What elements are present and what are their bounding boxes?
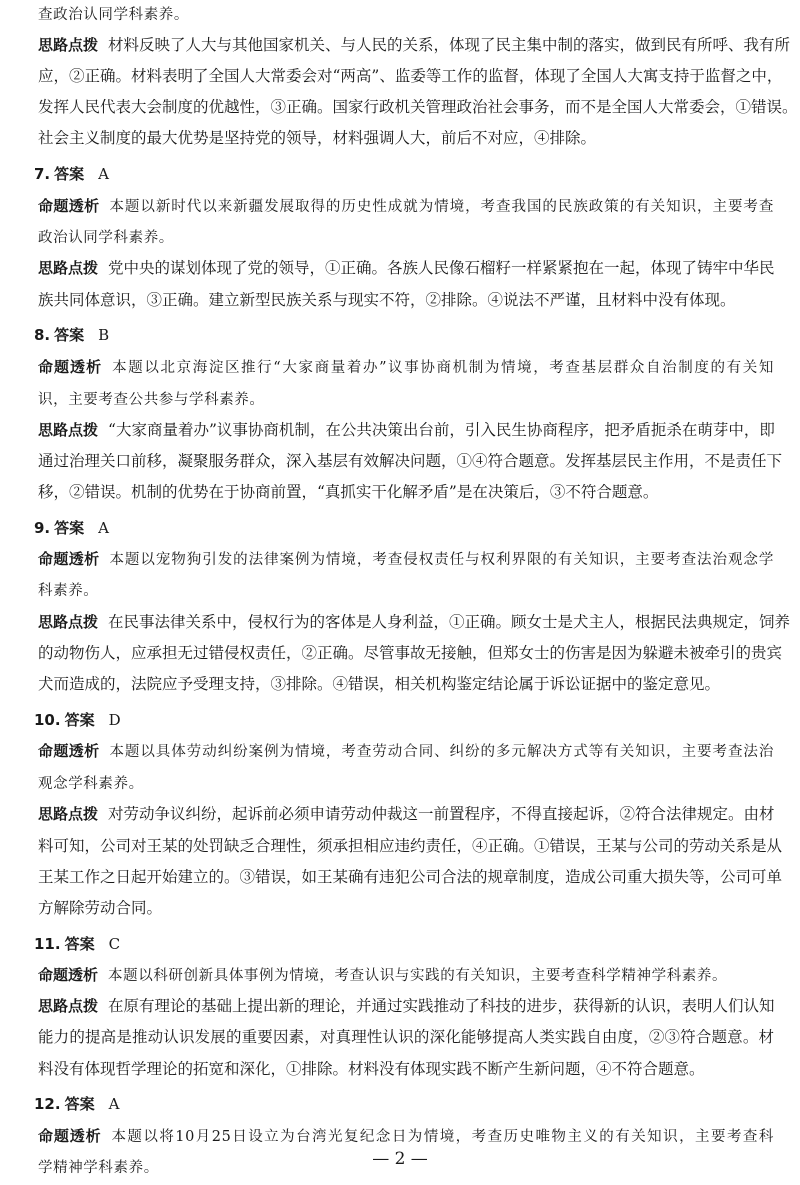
text-line	[38, 867, 783, 887]
body-text: 料可知，公司对王某的处罚缺乏合理性，须承担相应违约责任，④正确。①错误，王某与公司的劳动关系是从	[38, 837, 783, 855]
body-text: 学精神学科素养。	[38, 1160, 159, 1176]
body-text: 本题以新时代以来新疆发展取得的历史性成就为情境，考查我国的民族政策的有关知识，主要考查	[109, 199, 774, 215]
question-number: 7.	[34, 165, 51, 183]
body-text: 查政治认同学科素养。	[38, 7, 189, 23]
section-label: 思路点拨	[38, 997, 99, 1015]
analysis-line	[38, 549, 774, 570]
answer-label: 答案	[54, 326, 85, 344]
body-text: 对劳动争议纠纷，起诉前必须申请劳动仲裁这一前置程序，不得直接起诉，②符合法律规定。由材	[108, 805, 775, 823]
analysis-line	[38, 357, 774, 378]
body-text: 料没有体现哲学理论的拓宽和深化，①排除。材料没有体现实践不断产生新问题，④不符合题意。	[38, 1060, 705, 1078]
body-text: 方解除劳动合同。	[38, 899, 163, 917]
body-text: 本题以北京海淀区推行“大家商量着办”议事协商机制为情境，考查基层群众自治制度的有关知	[112, 360, 774, 376]
question-number: 8.	[34, 326, 51, 344]
answer-choice: A	[98, 519, 109, 537]
answer-choice: B	[98, 326, 110, 344]
body-text: 材料反映了人大与其他国家机关、与人民的关系，体现了民主集中制的落实，做到民有所呼、我有所	[108, 36, 791, 54]
answer-choice: D	[108, 711, 121, 729]
text-line	[38, 643, 783, 663]
body-text: 科素养。	[38, 583, 99, 599]
section-label: 命题透析	[38, 550, 100, 568]
body-text: 本题以将10月25日设立为台湾光复纪念日为情境，考查历史唯物主义的有关知识，主要考查科	[111, 1129, 774, 1145]
section-label: 命题透析	[38, 358, 103, 376]
body-text: 在原有理论的基础上提出新的理论，并通过实践推动了科技的进步，获得新的认识，表明人们认知	[108, 997, 775, 1015]
reasoning-line	[38, 35, 791, 55]
section-label: 思路点拨	[38, 421, 99, 439]
section-label: 思路点拨	[38, 613, 99, 631]
text-line	[38, 1059, 774, 1079]
reasoning-line	[38, 612, 791, 632]
text-line	[38, 128, 774, 148]
answer-label: 答案	[54, 165, 85, 183]
body-text: 移，②错误。机制的优势在于协商前置，“真抓实干化解矛盾”是在决策后，③不符合题意。	[38, 483, 659, 501]
body-text: 族共同体意识，③正确。建立新型民族关系与现实不符，②排除。④说法不严谨，且材料中没有体现。	[38, 291, 736, 309]
section-label: 命题透析	[38, 1127, 102, 1145]
text-line	[38, 97, 798, 117]
answer-choice: A	[108, 1095, 120, 1113]
body-text: 政治认同学科素养。	[38, 230, 174, 246]
body-text: 观念学科素养。	[38, 776, 144, 792]
question-number: 10.	[34, 711, 61, 729]
question-number: 11.	[34, 935, 61, 953]
analysis-line	[38, 965, 774, 986]
question-number: 9.	[34, 519, 51, 537]
body-text: 本题以具体劳动纠纷案例为情境，考查劳动合同、纠纷的多元解决方式等有关知识，主要考查法治	[109, 744, 774, 760]
section-label: 思路点拨	[38, 805, 99, 823]
text-line	[38, 674, 774, 694]
question-number: 12.	[34, 1095, 61, 1113]
reasoning-line	[38, 996, 774, 1016]
body-text: 识，主要考查公共参与学科素养。	[38, 392, 265, 408]
body-text: 在民事法律关系中，侵权行为的客体是人身利益，①正确。顾女士是犬主人，根据民法典规定，饲养	[108, 613, 791, 631]
text-line	[38, 898, 774, 918]
section-label: 思路点拨	[38, 36, 99, 54]
text-line	[38, 66, 783, 86]
answer-label: 答案	[64, 711, 95, 729]
body-text: 犬而造成的，法院应予受理支持，③排除。④错误，相关机构鉴定结论属于诉讼证据中的鉴定意见。	[38, 675, 721, 693]
section-label: 思路点拨	[38, 259, 99, 277]
body-text: 本题以科研创新具体事例为情境，考查认识与实践的有关知识，主要考查科学精神学科素养。	[108, 968, 728, 984]
answer-choice: C	[108, 935, 121, 953]
reasoning-line	[38, 420, 774, 440]
text-line	[38, 1027, 774, 1047]
section-label: 命题透析	[38, 966, 99, 984]
reasoning-line	[38, 804, 774, 824]
body-text: 能力的提高是推动认识发展的重要因素，对真理性认识的深化能够提高人类实践自由度，②③符合题意。材	[38, 1028, 774, 1046]
text-line	[38, 451, 783, 471]
section-label: 命题透析	[38, 742, 100, 760]
body-text: 党中央的谋划体现了党的领导，①正确。各族人民像石榴籽一样紧紧抱在一起，体现了铸牢中华民	[108, 259, 775, 277]
answer-label: 答案	[64, 1095, 95, 1113]
answer-line	[34, 1094, 774, 1114]
analysis-line	[38, 196, 774, 217]
answer-line	[34, 934, 774, 954]
answer-line	[34, 518, 774, 538]
text-line	[38, 389, 774, 410]
body-text: 应，②正确。材料表明了全国人大常委会对“两高”、监委等工作的监督，体现了全国人大寓支持于监督之中，	[38, 67, 783, 85]
answer-choice: A	[98, 165, 109, 183]
answer-label: 答案	[54, 519, 85, 537]
body-text: 的动物伤人，应承担无过错侵权责任，②正确。尽管事故无接触，但郑女士的伤害是因为躲避未被牵引的贵宾	[38, 644, 783, 662]
body-text: “大家商量着办”议事协商机制，在公共决策出台前，引入民生协商程序，把矛盾扼杀在萌芽中，即	[108, 421, 775, 439]
body-text: 王某工作之日起开始建立的。③错误，如王某确有违犯公司合法的规章制度，造成公司重大损失等，公司可单	[38, 868, 783, 886]
text-line	[38, 290, 774, 310]
text-line	[38, 482, 774, 502]
page-number: — 2 —	[372, 1149, 428, 1169]
body-text: 本题以宠物狗引发的法律案例为情境，考查侵权责任与权利界限的有关知识，主要考查法治观念学	[109, 552, 774, 568]
text-line	[38, 4, 774, 25]
text-line	[38, 227, 774, 248]
text-line	[38, 836, 783, 856]
body-text: 发挥人民代表大会制度的优越性，③正确。国家行政机关管理政治社会事务，而不是全国人大常委会，①错误。	[38, 98, 798, 116]
answer-line	[34, 710, 774, 730]
body-text: 通过治理关口前移，凝聚服务群众，深入基层有效解决问题，①④符合题意。发挥基层民主作用，不是责任下	[38, 452, 783, 470]
section-label: 命题透析	[38, 197, 100, 215]
text-line	[38, 773, 774, 794]
answer-label: 答案	[64, 935, 95, 953]
text-line	[38, 580, 774, 601]
reasoning-line	[38, 258, 774, 278]
analysis-line	[38, 741, 774, 762]
answer-line	[34, 325, 774, 345]
answer-line	[34, 164, 774, 184]
body-text: 社会主义制度的最大优势是坚持党的领导，材料强调人大，前后不对应，④排除。	[38, 129, 597, 147]
analysis-line	[38, 1126, 774, 1147]
